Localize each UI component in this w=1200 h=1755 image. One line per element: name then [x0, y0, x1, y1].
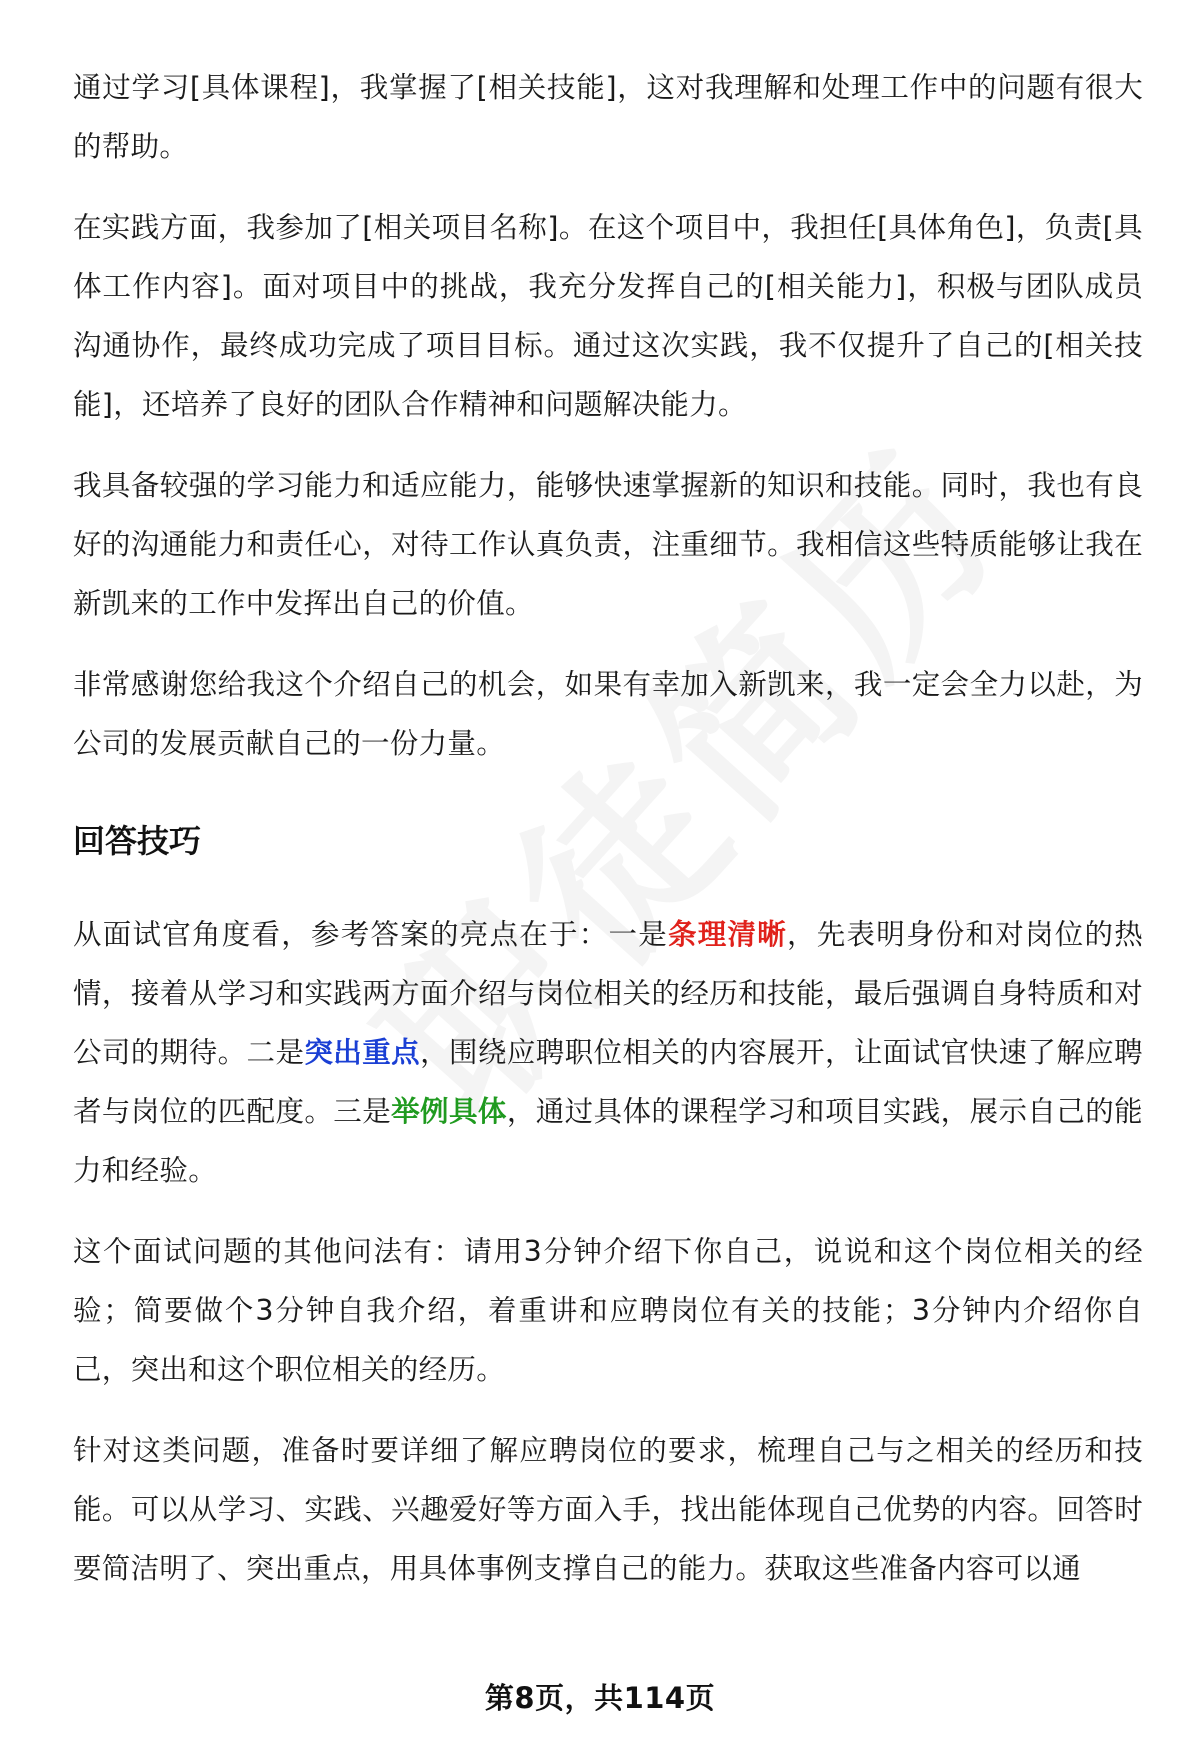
paragraph-tips [73, 905, 1143, 1200]
paragraph-thanks: 非常感谢您给我这个介绍自己的机会，如果有幸加入新凯来，我一定会全力以赴，为公司的发展贡献自己的一份力量。 [73, 668, 1143, 760]
paragraph-practice: 在实践方面，我参加了[相关项目名称]。在这个项目中，我担任[具体角色]，负责[具体工作内容]。面对项目中的挑战，我充分发挥自己的[相关能力]，积极与团队成员沟通协作，最终成功完成了项目目标。通过这次实践，我不仅提升了自己的[相关技能]，还培养了良好的团队合作精神和问题解决能力。 [73, 211, 1143, 421]
highlight-clear-structure: 条理清晰 [667, 918, 787, 951]
highlight-specific-examples: 举例具体 [391, 1095, 507, 1128]
paragraph-alt-questions: 这个面试问题的其他问法有：请用3分钟介绍下你自己，说说和这个岗位相关的经验；简要做个3分钟自我介绍，着重讲和应聘岗位有关的技能；3分钟内介绍你自己，突出和这个职位相关的经历。 [73, 1235, 1143, 1386]
tips-text-1: 从面试官角度看，参考答案的亮点在于：一是 [73, 918, 668, 951]
highlight-key-points: 突出重点 [304, 1036, 421, 1069]
paragraph-preparation: 针对这类问题，准备时要详细了解应聘岗位的要求，梳理自己与之相关的经历和技能。可以从学习、实践、兴趣爱好等方面入手，找出能体现自己优势的内容。回答时要简洁明了、突出重点，用具体事例支撑自己的能力。获取这些准备内容可以通 [73, 1434, 1143, 1585]
tips-text-3: ，围绕应聘职位相关的内容展开，让面试官快速了解应聘者与岗位的匹配度。三是 [73, 1036, 1143, 1128]
document-body [73, 58, 1143, 1620]
paragraph-learning: 通过学习[具体课程]，我掌握了[相关技能]，这对我理解和处理工作中的问题有很大的帮助。 [73, 71, 1143, 163]
tips-text-2: ，先表明身份和对岗位的热情，接着从学习和实践两方面介绍与岗位相关的经历和技能，最后强调自身特质和对公司的期待。二是 [73, 918, 1143, 1069]
tips-text-4: ，通过具体的课程学习和项目实践，展示自己的能力和经验。 [73, 1095, 1143, 1187]
page-number-footer: 第8页，共114页 [484, 1681, 716, 1715]
paragraph-abilities: 我具备较强的学习能力和适应能力，能够快速掌握新的知识和技能。同时，我也有良好的沟通能力和责任心，对待工作认真负责，注重细节。我相信这些特质能够让我在新凯来的工作中发挥出自己的价值。 [73, 469, 1143, 620]
section-heading: 回答技巧 [73, 822, 202, 860]
